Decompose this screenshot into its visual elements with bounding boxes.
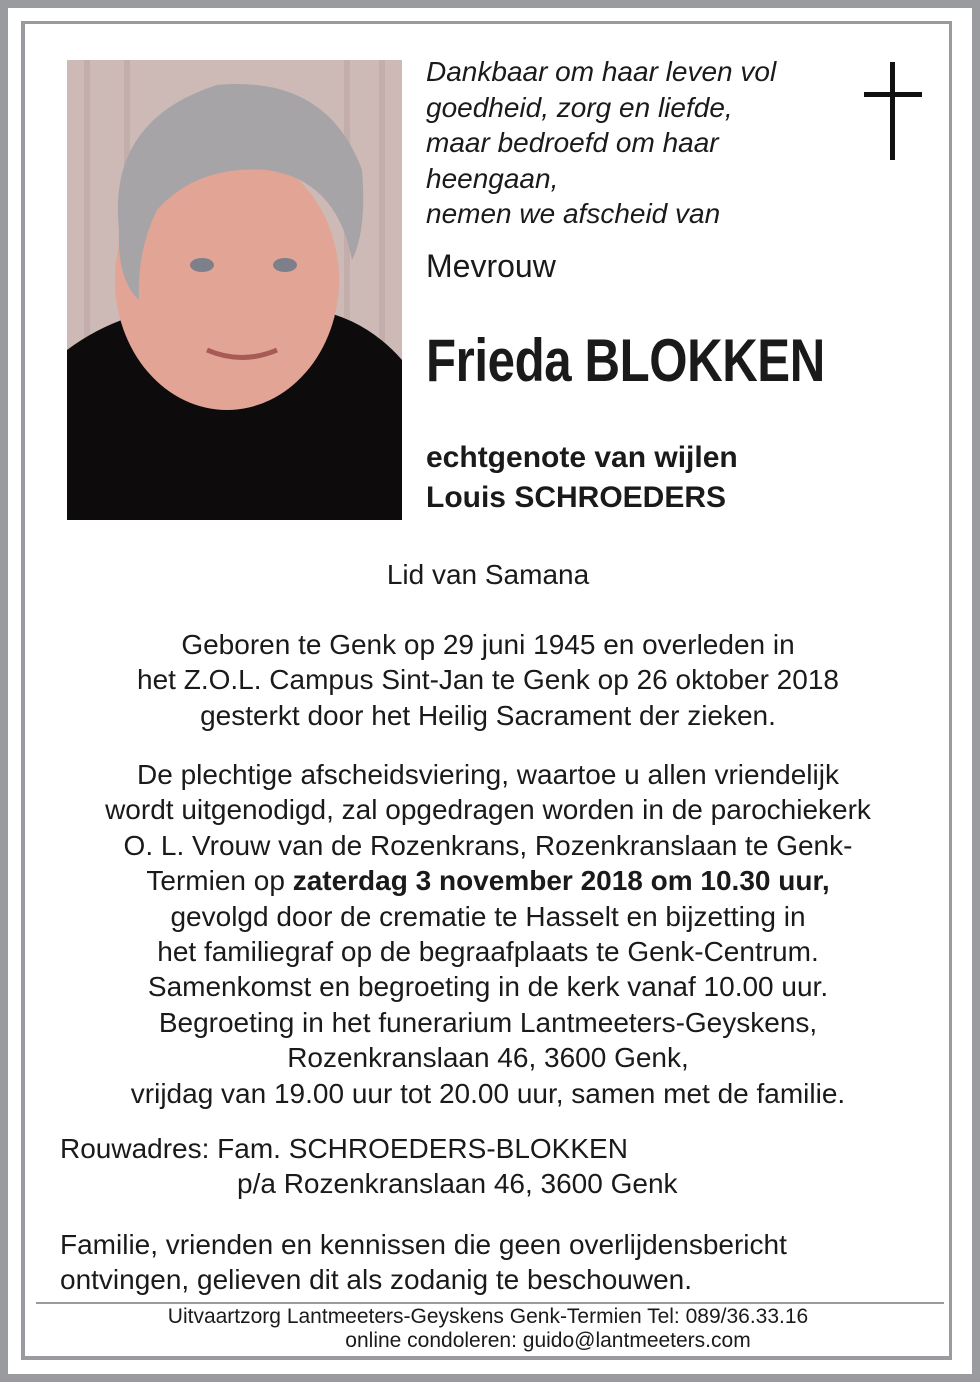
footer-divider	[36, 1302, 944, 1304]
footer	[30, 1305, 946, 1353]
text-line: het Z.O.L. Campus Sint-Jan te Genk op 26 oktober 2018	[137, 664, 839, 696]
text-line: Familie, vrienden en kennissen die geen overlijdensbericht	[60, 1229, 787, 1260]
text-line: O. L. Vrouw van de Rozenkrans, Rozenkranslaan te Genk-	[123, 829, 853, 861]
ceremony-date: zaterdag 3 november 2018 om 10.30 uur,	[292, 865, 830, 897]
text-line: ontvingen, gelieven dit als zodanig te beschouwen.	[60, 1264, 692, 1296]
text-line: Begroeting in het funerarium Lantmeeters-Geyskens,	[158, 1006, 818, 1038]
membership: Lid van Samana	[386, 559, 590, 590]
text-line: Geboren te Genk op 29 juni 1945 en overleden in	[181, 629, 795, 660]
date-prefix: Termien op	[146, 865, 293, 897]
closing-note	[60, 1227, 787, 1298]
spouse-line: echtgenote van wijlen	[426, 441, 738, 474]
text-line: wordt uitgenodigd, zal opgedragen worden in de parochiekerk	[105, 794, 871, 826]
intro-line: Dankbaar om haar leven vol	[426, 56, 777, 87]
ceremony-date-line	[30, 863, 946, 898]
text-line: vrijdag van 19.00 uur tot 20.00 uur, samen met de familie.	[130, 1077, 846, 1109]
text-line: Rozenkranslaan 46, 3600 Genk,	[287, 1042, 689, 1074]
deceased-name: Frieda BLOKKEN	[426, 327, 825, 394]
text-line: gesterkt door het Heilig Sacrament der zieken.	[200, 699, 776, 731]
text-line: De plechtige afscheidsviering, waartoe u allen vriendelijk	[137, 759, 839, 790]
text-line: het familiegraf op de begraafplaats te Genk-Centrum.	[157, 936, 819, 968]
address-line: p/a Rozenkranslaan 46, 3600 Genk	[237, 1168, 678, 1200]
text-line: Samenkomst en begroeting in de kerk vanaf 10.00 uur.	[147, 971, 829, 1003]
intro-line: nemen we afscheid van	[426, 198, 721, 229]
spouse-line: Louis SCHROEDERS	[426, 481, 727, 514]
intro-text	[426, 54, 776, 232]
cross-icon	[864, 62, 922, 160]
mourning-address	[60, 1131, 678, 1202]
portrait-photo	[67, 60, 402, 520]
birth-death-info	[30, 627, 946, 733]
address-line: Rouwadres: Fam. SCHROEDERS-BLOKKEN	[60, 1133, 628, 1164]
funeral-home-info: Uitvaartzorg Lantmeeters-Geyskens Genk-Termien Tel: 089/36.33.16	[167, 1305, 809, 1328]
title-prefix: Mevrouw	[426, 248, 556, 284]
text-line: gevolgd door de crematie te Hasselt en bijzetting in	[170, 900, 806, 932]
intro-line: goedheid, zorg en liefde,	[426, 91, 733, 123]
spouse-info	[426, 438, 738, 518]
online-condolences: online condoleren: guido@lantmeeters.com	[345, 1329, 751, 1352]
intro-line: maar bedroefd om haar	[426, 127, 719, 158]
intro-line: heengaan,	[426, 162, 559, 194]
ceremony-info	[30, 757, 946, 1111]
